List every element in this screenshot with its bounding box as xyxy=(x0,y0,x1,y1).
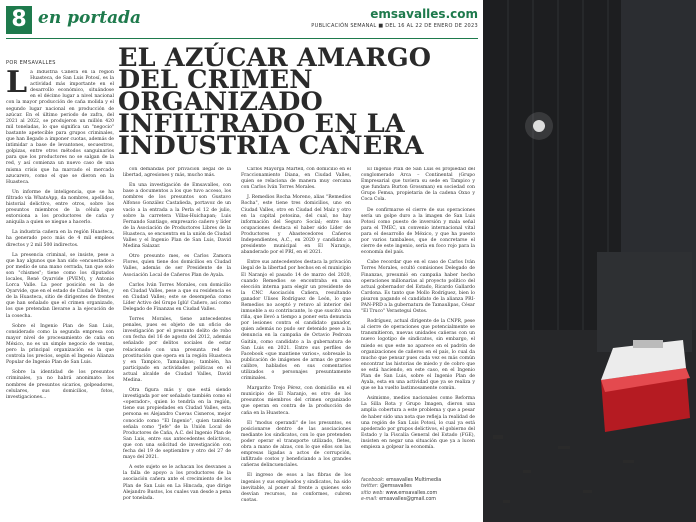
column-paragraphs xyxy=(123,167,231,502)
article-paragraph: Rodríguez, actual dirigente de la CNPR, pese al cierre de operaciones que potencialmente se transmitieron, nuevas unidades cañeras con un nuevo logotipo de sindicatos, sin embargo, el miedo es que este no aparece en el padrón de organizaciones de cañeros en el país, lo cual da mucho que pensar pues cada vez es más común encontrar las historias de miedo y de cobro que se está haciendo, en este caso, en el Ingenio Plan de San Luis, sobre el Ingenio Plan de Ayala, esta en una actividad que ya se realiza y que se ha vuelto lastimosamente común. xyxy=(361,319,475,392)
page-number: 8 xyxy=(6,6,32,34)
article-paragraph: Un informe de inteligencia, que se ha filtrado vía WhatsApp, da nombres, apellidos, historial delictivo, entre otros, sobre los presuntos miembros de la célula que extorsiona a los productores de caña y aniquila a quien se niegue a hacerlo. xyxy=(6,189,114,226)
article-paragraph: Cabe recordar que en el caso de Carlos Iván Torres Morales, ocultó comisiones Delegado de Finanzas, presumió en campaña haber hecho operaciones millonarias al proyecto político del actual gobernador del Estado, Ricardo Gallardo Cardona. Es tanto que Mollo Rodríguez, bien lo pisaron pagando el candidato de la alianza PRI-PAN-PRD a la gubernatura de Tamaulipas, César "El Truco" Verastegui Ostos. xyxy=(361,260,475,315)
drop-cap: L xyxy=(6,70,28,100)
article-column-2 xyxy=(123,167,231,516)
column-paragraphs xyxy=(361,167,475,451)
article-column-3 xyxy=(241,167,351,516)
dateline: PUBLICACIÓN SEMANAL ■ DEL 16 AL 22 DE ENERO DE 2023 xyxy=(311,23,478,29)
credit-value: @emsavalles xyxy=(379,484,412,490)
article-paragraph: En una investigación de Emsavalles, con base a documentos a los que tuvo acceso, los nombres de los presuntos son Gustavo Alfonso González Castañeda, portavoz de un vacío a la entrada a la Perla el 12 de julio, sobre la carretera Villas-Huichapan; Luis Fernando Santiago, empresario cañero y líder de la Asociación de Productores Libres de la Huasteca, se encuentra en la unión de Ciudad Valles y el Ingenio Plan de San Luis, David Medina Salazar. xyxy=(123,183,231,250)
article-paragraph: Sobre el Ingenio Plan de San Luis, considerado como la segunda empresa con mayor nivel de procesamiento de caña en México, no es un simple negocio de ventas, pero la principal organización es la que controla los precios, según el Ingenio Alianza Popular de Ingenio Plan de San Luis. xyxy=(6,323,114,366)
credit-label: facebook: xyxy=(361,478,387,483)
credit-line xyxy=(361,497,475,503)
article-paragraph: El Ingenio Plan de San Luis es propiedad del conglomerado Arca – Continental (Grupo Empresarial que tuviera su sede en Tampico y que fundara Burton Grossman) en sociedad con Grupo Femsa, propietaria de la cadena Oxxo y Coca Cola. xyxy=(361,167,475,203)
credit-value: emsavalles@gmail.com xyxy=(379,497,436,503)
article-paragraph: Carlos Iván Torres Morales, con domicilio en Ciudad Valles, pese a que su residencia es en Ciudad Valles; este se desempeña como Líder Activo del Grupo Iglú! Cañero, así como Delegado de Finanzas en Ciudad Valles. xyxy=(123,282,231,312)
cooler-photo xyxy=(483,0,696,522)
article-paragraph: Carlos Mayorga Martell, con domicilio en el Fraccionamiento Diana, en Ciudad Valles, quien se relaciona de manera muy cercana con Carlos Iván Torres Morales. xyxy=(241,167,351,191)
article-paragraph: Margarito Trejo Pérez, con domicilio en el municipio de El Naranjo, es otro de los presuntos miembros del crimen organizado que operan en contra de la producción de caña en la Huasteca. xyxy=(241,386,351,416)
photo-illustration xyxy=(483,0,696,522)
article-paragraph: Otra figura más y que está siendo investigada por ser señalado también como el «operador», quien lo tendría en la región, tiene sus propiedades en Ciudad Valles, esta persona es Alejandro Cuevas Cisneros, mejor conocido como "El Ingenio", quien también señala como "Jefe" de la Unión Local de Productores de Caña, A.C. del Ingenio Plan de San Luis, entre sus antecedentes delictivos, que con una solicitud de investigación con fecha del 19 de septiembre y otro del 27 de mayo del 2021. xyxy=(123,388,231,461)
article-paragraph: Sobre la identidad de los presuntos criminales, ya no habrá anonimato: los nombres de presuntos sicarios, golpeadores, celulares, sus domicilios, fotos, investigaciones... xyxy=(6,370,114,400)
social-credits xyxy=(361,478,475,504)
header-rule xyxy=(6,38,478,39)
article-paragraph: De confirmarse el cierre de sus operaciones sería un golpe duro a la imagen de San Luis Potosí como puesto de inversión y mala señal para el TMEC, un convenio internacional vital para el desarrollo de México, y que ha puesto por varios tambaleos, que de concretarse el cierre de este ingenio, sería en foco rojo para la economía del país. xyxy=(361,207,475,256)
article-paragraph: La industria cañera en la región Huasteca, ha generado poco más de 4 mil empleos directos y 2 mil 500 indirectos. xyxy=(6,230,114,248)
article-column-1 xyxy=(6,70,114,516)
article-paragraph: Torres Morales, tiene antecedentes penales, pues es objeto de un oficio de investigación por el presunto delito de robo con fecha del 16 de agosto del 2012, además señalado por delitos sociales de estar relacionado con una presunta red de prostitución que opera en la región Huasteca y en Tampico, Tamaulipas; también, ha participado en actividades políticas en el actual alcalde de Ciudad Valles, David Medina. xyxy=(123,317,231,383)
article-paragraph: J. Remedios Rocha Moreno, alias "Remedios Rocha", este tiene tres domicilios, uno en Ciudad Valles, otro en Ciudad del Maíz y otro en la capital potosina, del cual, no hay información del Seguro Social; entre sus ocupaciones destaca el haber sido Líder de Productores y Abastecedores Cañeros Independientes, A.C., en 2020 y candidato a presidente municipal en El Naranjo, abanderado por el PRI, en el 2021. xyxy=(241,195,351,256)
section-title: en portada xyxy=(38,8,142,28)
page-header xyxy=(6,6,478,36)
article-paragraph: El ingreso de esos a las fibras de los ingenios y sus empleados y sindicatos, ha sido inevitable, al poner al frente a quienes solo desvían recursos, no conformes, cubren cuotas. xyxy=(241,473,351,503)
article-column-4 xyxy=(361,167,475,473)
brand-name: emsavalles.com xyxy=(370,7,478,21)
byline: POR EMSAVALLES xyxy=(6,60,56,66)
credit-label: twitter: xyxy=(361,484,380,490)
credit-value: emsavalles Multimedia xyxy=(386,478,442,483)
article-paragraph: a Industria Cañera en la región Huasteca, de San Luis Potosí, es la actividad más importante en el desarrollo económico, situándose en el décimo lugar a nivel nacional con la mayor producción de caña molida y el segundo lugar nacional en producción de azúcar. En el último periodo de zafra, del 2021 al 2022, se produjeron un millón 420 mil toneladas, lo que significa un "negocio" bastante apetecible para grupos criminales, que han llegado a imponer cuotas, además de intimidar a base de levantones, secuestros, golpizas, entre otros métodos sanguinarios para que los productores no se salgan de la red, y así comienza un nuevo caso de una misma crisis que ha marcado el mercado azucarero, como el que se dieron en la Huasteca. xyxy=(6,70,114,185)
column-paragraphs xyxy=(241,167,351,504)
article-paragraph: con demandas por privación ilegal de la libertad, agresiones y más, mucho más. xyxy=(123,167,231,179)
headline: EL AZÚCAR AMARGO DEL CRIMEN ORGANIZADO INFILTRADO EN LA INDUSTRIA CAÑERA xyxy=(118,43,432,161)
article-paragraph: El "modus operandi" de los presuntos, es posicionarse dentro de las asociaciones mediante los sindicatos, con lo que pretenden poder operar el transporte utilizado, fletes, obra a mano de alzas, con lo que ellos son las empresas ligadas a actos de corrupción, infiltrado costos y beneficiando a los grandes cañeras delincuenciales. xyxy=(241,420,351,469)
article-paragraph: A este sujeto se le achacan los desvanes a la falla de apoyo a los productores de la asociación cañera ante el crecimiento de los Plan de San Luis en La Hincada, que dirige Alejandro Bustos, los cuales van desde a pena por tonelada. xyxy=(123,465,231,501)
credit-label: sitio web: xyxy=(361,490,386,496)
article-paragraph: La presencia criminal, se insiste, pese a que hay algunos que han sido «encuestados» por medio de una mano cerrada, tan que solo son "chismes"; tiene como los diputados locales, René Oyarvide (PVEM), y Antonio Lorca Valle. La peor posición es la de Oyarvide, que en el estado de Ciudad Valles, y de la Huasteca, sitio de dirigentes de frentes que han señalado que el crimen organizado, los que pretendan llevarse a la ejecución de la cosecha. xyxy=(6,252,114,319)
article-paragraph: Otro presunto mes, es Carlos Zamora Flores, quien tiene dos domicilios en Ciudad Valles, además de ser Presidente de la Asociación Local de Cañeros Plan de Ayala. xyxy=(123,254,231,278)
credit-value: www.emsavalles.com xyxy=(385,490,438,496)
credit-label: e-mail: xyxy=(361,497,380,503)
column-paragraphs xyxy=(6,70,114,401)
article-paragraph: Asimismo, medios nacionales como Reforma La Silla Rota y Grupo Imagen, dieron una amplia cobertura a este problema y que a pesar de haber sido una nota que refleja la realidad de una región de San Luis Potosí, lo cual ya está apoderado por grupos delictivos, el gobierno del Estado y la Fiscalía General del Estado (FGE), insisten en negar una situación que ya a lucen empieza a golpear la economía. xyxy=(361,396,475,451)
article-paragraph: Entre sus antecedentes destaca la privación ilegal de la libertad por hechos en el municipio El Naranjo el pasado 14 de marzo del 2020, cuando Remedios se encontraba en una elección interna para elegir un presidente de la CNC Asociación Cañera, resultando ganador Ulises Rodríguez de León, lo que Remedios no aceptó y retuvo al interior del inmueble a su contrincante, lo que suscitó una riña, que llevó a tiempo a poner esta denuncia por lesiones contra el candidato ganador, quien además no pudo ser detenido pese a la denuncia en la campaña de Octavio Pedroza Gaitán, como candidato a la gubernatura de San Luis en 2021. Entre sus perfiles de Facebook «que mantiene varios», sobresale la publicación de imágenes de armas de grueso calibre, hablados en sus comentarios utilizados o personajes presuntamente criminales. xyxy=(241,260,351,382)
